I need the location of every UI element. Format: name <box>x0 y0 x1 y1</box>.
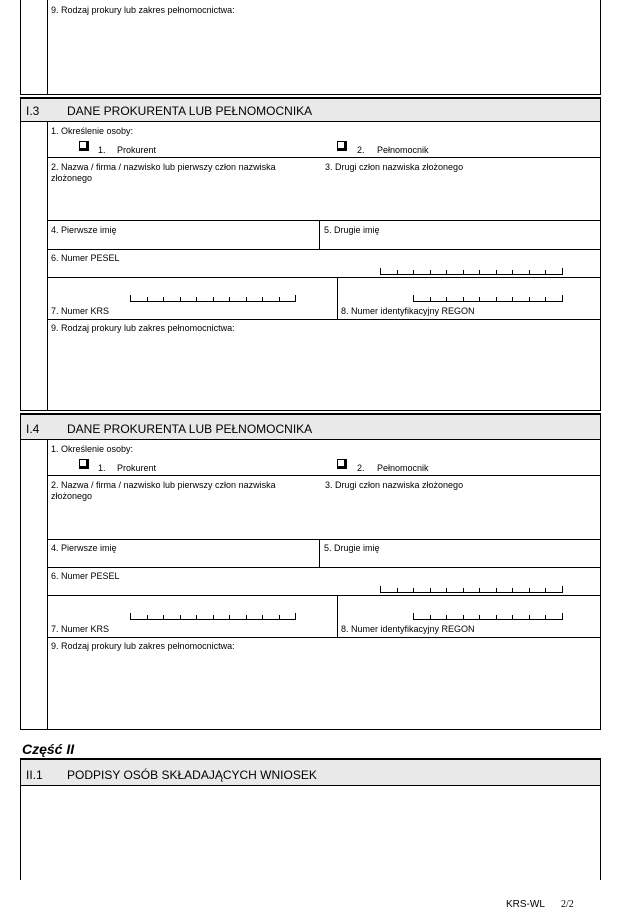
i4-row3-divider <box>319 539 320 567</box>
comb-tick <box>430 270 431 275</box>
i3-field7-label: 7. Numer KRS <box>51 306 110 316</box>
i3-field2-label: 2. Nazwa / firma / nazwisko lub pierwszy człon nazwiska złożonego <box>51 162 276 183</box>
comb-tick <box>279 615 280 620</box>
comb-tick <box>463 270 464 275</box>
comb-tick <box>163 297 164 302</box>
comb-tick <box>529 297 530 302</box>
i3-field4-label: 4. Pierwsze imię <box>51 225 117 235</box>
comb-tick <box>496 297 497 302</box>
comb-tick <box>163 615 164 620</box>
comb-baseline <box>380 592 563 593</box>
i4-field6-label: 6. Numer PESEL <box>51 571 120 581</box>
comb-tick <box>545 588 546 593</box>
i3-row4-bottom <box>47 277 601 278</box>
top-right-border <box>600 0 601 95</box>
i3-row5-divider <box>337 277 338 319</box>
i4-left-border <box>20 415 21 730</box>
top-left-border <box>20 0 21 95</box>
i4-row1-bottom <box>47 475 601 476</box>
i3-field3-label: 3. Drugi człon nazwiska złożonego <box>325 162 464 172</box>
comb-tick <box>479 297 480 302</box>
i3-left-border <box>20 99 21 411</box>
comb-tick <box>213 297 214 302</box>
i4-right-border <box>600 415 601 730</box>
comb-tick <box>463 297 464 302</box>
comb-tick <box>246 297 247 302</box>
i3-option2-checkbox[interactable] <box>337 141 347 151</box>
comb-baseline <box>380 274 563 275</box>
comb-tick <box>479 615 480 620</box>
i4-field3-input[interactable] <box>322 494 600 538</box>
comb-tick <box>147 297 148 302</box>
comb-tick <box>496 270 497 275</box>
i3-field4-input[interactable] <box>48 236 318 248</box>
comb-tick <box>529 270 530 275</box>
i3-regon-combs[interactable] <box>413 295 563 302</box>
comb-tick <box>446 588 447 593</box>
footer-form-code: KRS-WL <box>506 899 545 910</box>
comb-tick <box>246 615 247 620</box>
i4-row2-bottom <box>47 539 601 540</box>
ii1-section-number: II.1 <box>26 768 43 782</box>
i4-option1-label: Prokurent <box>117 463 157 473</box>
comb-tick <box>147 615 148 620</box>
comb-tick <box>262 297 263 302</box>
i3-row2-bottom <box>47 220 601 221</box>
comb-tick <box>180 615 181 620</box>
i3-field2-input[interactable] <box>48 186 318 219</box>
comb-tick <box>262 615 263 620</box>
comb-baseline <box>413 619 563 620</box>
comb-tick <box>130 613 131 620</box>
i4-field2-input[interactable] <box>48 504 318 538</box>
comb-tick <box>295 613 296 620</box>
comb-tick <box>380 586 381 593</box>
i4-row3-bottom <box>47 567 601 568</box>
i4-bottom-border <box>20 729 601 730</box>
i3-pesel-combs[interactable] <box>380 268 563 275</box>
i4-row5-bottom <box>47 637 601 638</box>
comb-tick <box>229 615 230 620</box>
i4-row5-divider <box>337 595 338 637</box>
comb-tick <box>463 615 464 620</box>
i4-option2-label: Pełnomocnik <box>377 463 429 473</box>
top-bottom-border <box>20 94 601 95</box>
comb-tick <box>397 588 398 593</box>
i4-section-title: DANE PROKURENTA LUB PEŁNOMOCNIKA <box>67 422 313 436</box>
i3-option2-label: Pełnomocnik <box>377 145 429 155</box>
i3-field5-input[interactable] <box>321 236 599 248</box>
comb-tick <box>130 295 131 302</box>
i4-field8-label: 8. Numer identyfikacyjny REGON <box>341 624 475 634</box>
comb-tick <box>295 295 296 302</box>
part2-heading: Część II <box>22 741 75 757</box>
i3-field1-label: 1. Określenie osoby: <box>51 126 134 136</box>
i3-row1-bottom <box>47 157 601 158</box>
i3-field8-label: 8. Numer identyfikacyjny REGON <box>341 306 475 316</box>
i3-field9-area[interactable] <box>48 336 600 409</box>
comb-tick <box>413 613 414 620</box>
comb-tick <box>545 297 546 302</box>
comb-tick <box>446 270 447 275</box>
i3-right-border <box>600 99 601 411</box>
i4-option1-checkbox[interactable] <box>79 459 89 469</box>
i3-field6-label: 6. Numer PESEL <box>51 253 120 263</box>
comb-tick <box>213 615 214 620</box>
i3-section-number: I.3 <box>26 104 40 118</box>
top-field9-label: 9. Rodzaj prokury lub zakres pełnomocnictwa: <box>51 5 235 15</box>
i3-row3-bottom <box>47 249 601 250</box>
comb-tick <box>430 615 431 620</box>
comb-tick <box>562 613 563 620</box>
comb-tick <box>479 588 480 593</box>
comb-tick <box>413 588 414 593</box>
i3-field9-label: 9. Rodzaj prokury lub zakres pełnomocnictwa: <box>51 323 235 333</box>
i4-field4-label: 4. Pierwsze imię <box>51 543 117 553</box>
comb-tick <box>545 615 546 620</box>
comb-tick <box>529 615 530 620</box>
i3-field5-label: 5. Drugie imię <box>324 225 380 235</box>
i4-field3-label: 3. Drugi człon nazwiska złożonego <box>325 480 464 490</box>
i3-row3-divider <box>319 220 320 249</box>
footer-page-number: 2/2 <box>561 899 574 910</box>
comb-tick <box>380 268 381 275</box>
comb-tick <box>463 588 464 593</box>
i4-section-number: I.4 <box>26 422 40 436</box>
comb-tick <box>397 270 398 275</box>
comb-tick <box>430 297 431 302</box>
comb-tick <box>413 270 414 275</box>
i3-krs-combs[interactable] <box>130 295 296 302</box>
top-field9-area[interactable] <box>48 20 600 94</box>
ii1-right-border <box>600 760 601 880</box>
comb-tick <box>430 588 431 593</box>
comb-baseline <box>413 301 563 302</box>
comb-tick <box>413 295 414 302</box>
ii1-section-title: PODPISY OSÓB SKŁADAJĄCYCH WNIOSEK <box>67 768 317 782</box>
comb-tick <box>180 297 181 302</box>
i4-field5-input[interactable] <box>321 554 599 566</box>
comb-tick <box>196 615 197 620</box>
i3-field3-input[interactable] <box>322 176 600 219</box>
i3-row5-bottom <box>47 319 601 320</box>
i4-field7-label: 7. Numer KRS <box>51 624 110 634</box>
comb-tick <box>545 270 546 275</box>
i4-field9-area[interactable] <box>48 654 600 729</box>
comb-tick <box>512 270 513 275</box>
i3-bottom-border <box>20 410 601 411</box>
i4-option2-num: 2. <box>357 463 365 473</box>
comb-tick <box>562 295 563 302</box>
comb-tick <box>496 615 497 620</box>
i4-krs-combs[interactable] <box>130 613 296 620</box>
i3-section-title: DANE PROKURENTA LUB PEŁNOMOCNIKA <box>67 104 313 118</box>
i4-pesel-combs[interactable] <box>380 586 563 593</box>
i3-header-bottom <box>20 121 601 122</box>
comb-tick <box>529 588 530 593</box>
comb-tick <box>446 615 447 620</box>
i4-row4-bottom <box>47 595 601 596</box>
comb-tick <box>229 297 230 302</box>
i4-field9-label: 9. Rodzaj prokury lub zakres pełnomocnictwa: <box>51 641 235 651</box>
i3-option1-checkbox[interactable] <box>79 141 89 151</box>
comb-tick <box>196 297 197 302</box>
i4-header-bottom <box>20 439 601 440</box>
comb-tick <box>446 297 447 302</box>
i3-option2-num: 2. <box>357 145 365 155</box>
i3-option1-label: Prokurent <box>117 145 157 155</box>
ii1-signature-area[interactable] <box>21 786 600 880</box>
i4-field2-label: 2. Nazwa / firma / nazwisko lub pierwszy człon nazwiska złożonego <box>51 480 276 501</box>
i4-field5-label: 5. Drugie imię <box>324 543 380 553</box>
i4-field1-label: 1. Określenie osoby: <box>51 444 134 454</box>
comb-tick <box>479 270 480 275</box>
i4-regon-combs[interactable] <box>413 613 563 620</box>
comb-tick <box>562 268 563 275</box>
i4-field4-input[interactable] <box>48 554 318 566</box>
i4-option2-checkbox[interactable] <box>337 459 347 469</box>
comb-tick <box>512 615 513 620</box>
i3-option1-num: 1. <box>98 145 106 155</box>
comb-tick <box>279 297 280 302</box>
i4-option1-num: 1. <box>98 463 106 473</box>
comb-tick <box>512 297 513 302</box>
comb-tick <box>562 586 563 593</box>
comb-tick <box>512 588 513 593</box>
comb-tick <box>496 588 497 593</box>
